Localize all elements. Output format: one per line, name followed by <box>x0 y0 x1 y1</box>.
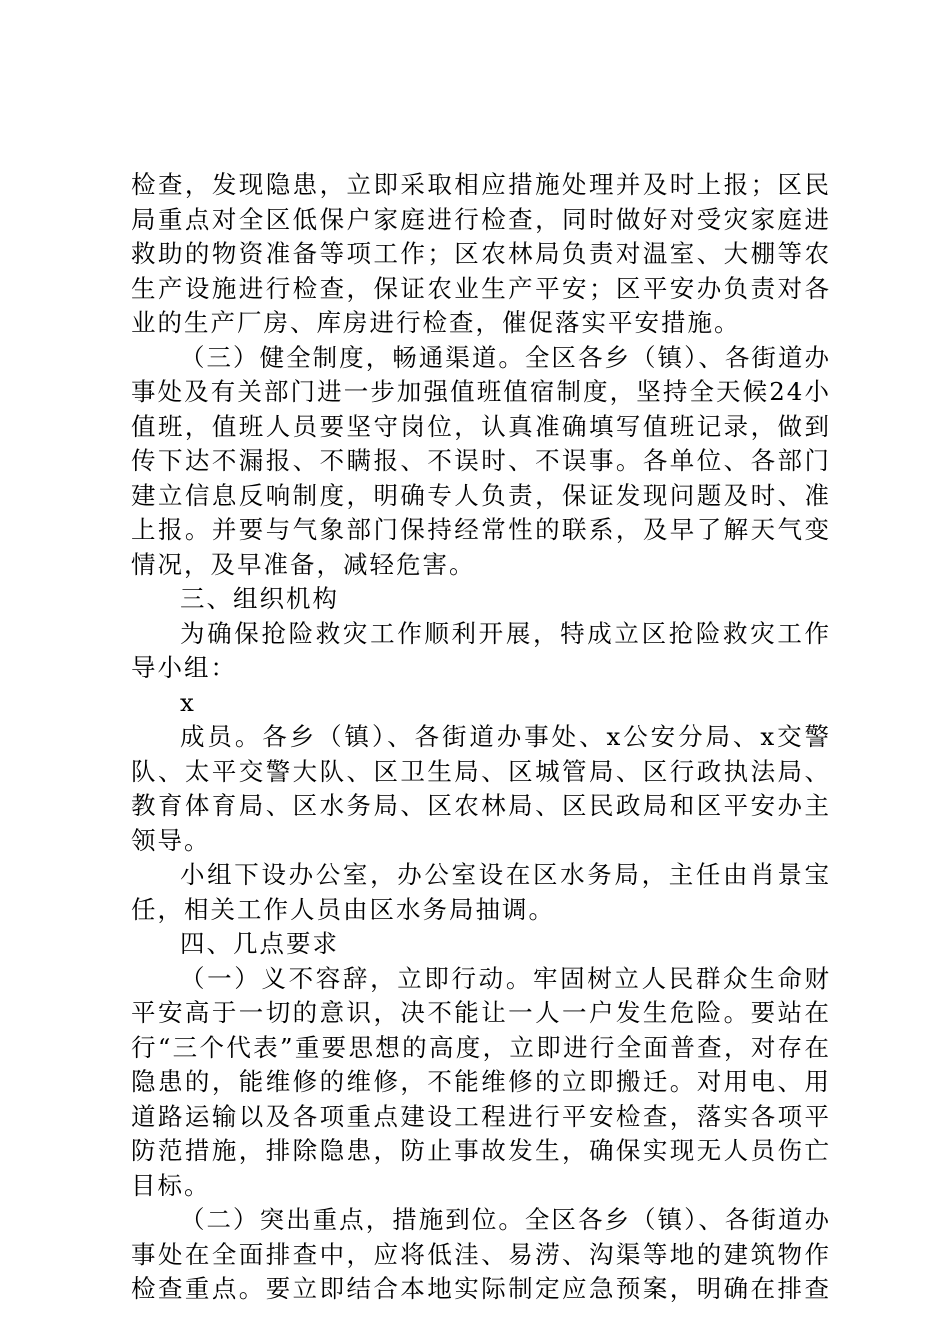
text-line: x <box>180 687 196 717</box>
text-line: 领导。 <box>131 825 211 855</box>
text-line: 事处及有关部门进一步加强值班值宿制度，坚持全天候24小 <box>131 377 831 406</box>
text-line: 防范措施，排除隐患，防止事故发生，确保实现无人员伤亡 <box>131 1136 831 1165</box>
text-line: 导小组： <box>131 653 237 682</box>
text-line: 道路运输以及各项重点建设工程进行平安检查，落实各项平 <box>131 1101 831 1131</box>
text-line: 行“三个代表”重要思想的高度，立即进行全面普查，对存在 <box>131 1032 831 1062</box>
text-line: （一）义不容辞，立即行动。牢固树立人民群众生命财 <box>180 963 831 993</box>
text-line: 四、几点要求 <box>180 929 339 958</box>
text-line: 情况，及早准备，减轻危害。 <box>131 549 476 579</box>
text-line: 隐患的，能维修的维修，不能维修的立即搬迁。对用电、用 <box>131 1067 831 1096</box>
text-line: 队、太平交警大队、区卫生局、区城管局、区行政执法局、 <box>131 756 831 786</box>
text-line: 三、组织机构 <box>180 584 339 613</box>
text-line: 值班，值班人员要坚守岗位，认真准确填写值班记录，做到 <box>131 411 831 441</box>
text-line: （二）突出重点，措施到位。全区各乡（镇）、各街道办 <box>180 1205 831 1234</box>
text-line: 建立信息反响制度，明确专人负责，保证发现问题及时、准 <box>131 480 831 510</box>
text-line: 上报。并要与气象部门保持经常性的联系，及早了解天气变 <box>131 515 831 544</box>
text-line: 检查重点。要立即结合本地实际制定应急预案，明确在排查 <box>131 1274 831 1303</box>
text-line: 事处在全面排查中，应将低洼、易涝、沟渠等地的建筑物作 <box>131 1239 831 1269</box>
text-line: （三）健全制度，畅通渠道。全区各乡（镇）、各街道办 <box>180 342 831 372</box>
text-line: 为确保抢险救灾工作顺利开展，特成立区抢险救灾工作 <box>180 618 831 648</box>
text-line: 业的生产厂房、库房进行检查，催促落实平安措施。 <box>131 308 741 337</box>
text-line: 教育体育局、区水务局、区农林局、区民政局和区平安办主 <box>131 791 831 820</box>
text-line: 生产设施进行检查，保证农业生产平安；区平安办负责对各 <box>131 273 831 303</box>
text-line: 传下达不漏报、不瞒报、不误时、不误事。各单位、各部门 <box>131 446 831 475</box>
text-line: 检查，发现隐患，立即采取相应措施处理并及时上报；区民 <box>131 170 831 199</box>
text-line: 平安高于一切的意识，决不能让一人一户发生危险。要站在 <box>131 998 831 1027</box>
text-line: 局重点对全区低保户家庭进行检查，同时做好对受灾家庭进 <box>131 204 831 234</box>
text-line: 目标。 <box>131 1170 211 1200</box>
text-line: 任，相关工作人员由区水务局抽调。 <box>131 894 555 924</box>
document-body <box>131 168 831 1307</box>
text-line: 成员。各乡（镇）、各街道办事处、x公安分局、x交警 <box>180 722 831 751</box>
text-line: 小组下设办公室，办公室设在区水务局，主任由肖景宝 <box>180 860 831 889</box>
text-line: 救助的物资准备等项工作；区农林局负责对温室、大棚等农 <box>131 239 831 268</box>
